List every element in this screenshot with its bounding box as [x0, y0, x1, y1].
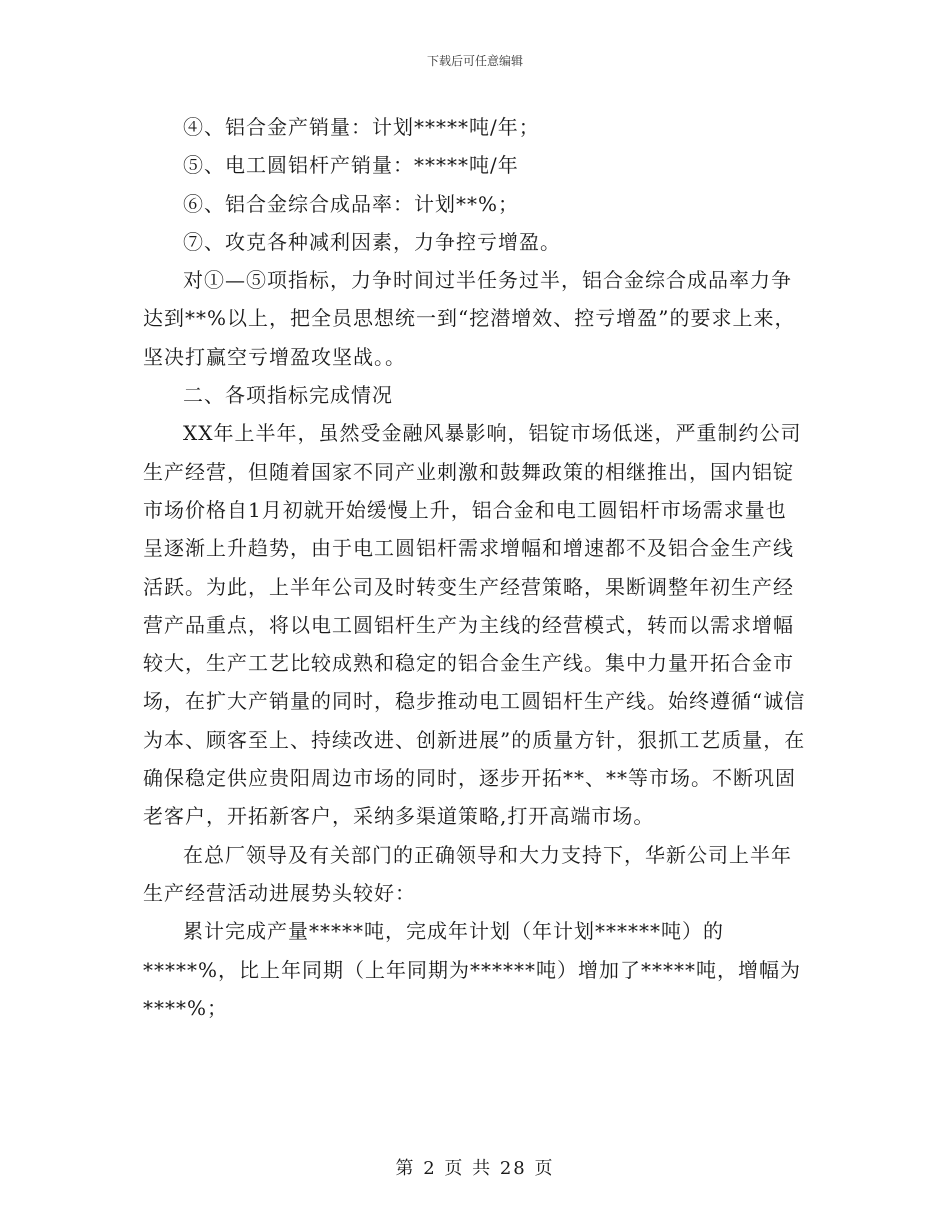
page-footer: 第 2 页 共 28 页: [395, 1158, 555, 1179]
paragraph-item-4: ④、铝合金产销量：计划*****吨/年；: [183, 115, 540, 139]
section-heading: 二、各项指标完成情况: [183, 383, 393, 408]
paragraph-item-5: ⑤、电工圆铝杆产销量：*****吨/年: [183, 153, 519, 178]
paragraph-leadership: 在总厂领导及有关部门的正确领导和大力支持下，华新公司上半年生产经营活动进展势头较好：: [143, 842, 792, 905]
paragraph-item-7: ⑦、攻克各种减利因素，力争控亏增盈。: [183, 229, 561, 254]
page-header: 下载后可任意编辑: [426, 54, 523, 68]
paragraph-item-6: ⑥、铝合金综合成品率：计划**%；: [183, 191, 520, 216]
document-body: [143, 108, 807, 1027]
paragraph-market-overview: XX年上半年，虽然受金融风暴影响，铝锭市场低迷，严重制约公司生产经营，但随着国家不同产业刺激和鼓舞政策的相继推出，国内铝锭市场价格自1月初就开始缓慢上升，铝合金和电工圆铝杆市场需求量也呈逐渐上升趋势，由于电工圆铝杆需求增幅和增速都不及铝合金生产线活跃。为此，上半年公司及时转变生产经营策略，果断调整年初生产经营产品重点，将以电工圆铝杆生产为主线的经营模式，转而以需求增幅较大，生产工艺比较成熟和稳定的铝合金生产线。集中力量开拓合金市场，在扩大产销量的同时，稳步推动电工圆铝杆生产线。始终遵循“诚信为本、顾客至上、持续改进、创新进展”的质量方针，狠抓工艺质量，在确保稳定供应贵阳周边市场的同时，逐步开拓**、**等市场。不断巩固老客户，开拓新客户，采纳多渠道策略,打开高端市场。: [143, 421, 806, 829]
paragraph-production-stats: 累计完成产量*****吨，完成年计划（年计划******吨）的*****%，比上年同期（上年同期为******吨）增加了*****吨，增幅为****%；: [143, 919, 802, 1020]
paragraph-target-summary: 对①—⑤项指标，力争时间过半任务过半，铝合金综合成品率力争达到**%以上，把全员思想统一到“挖潜增效、控亏增盈”的要求上来，坚决打赢空亏增盈攻坚战。。: [143, 268, 796, 369]
